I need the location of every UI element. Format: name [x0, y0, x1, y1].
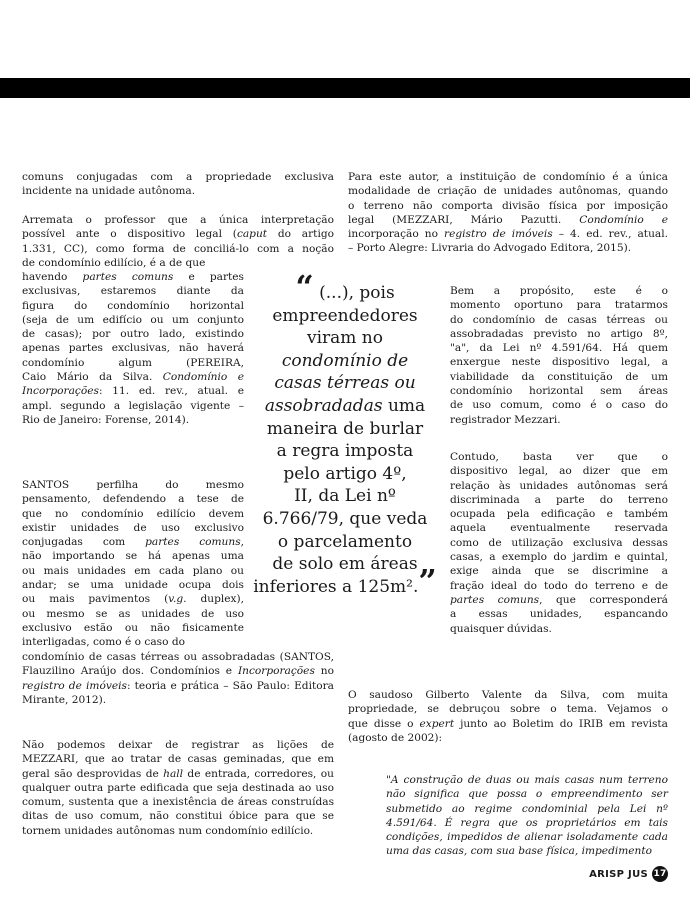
text-line: o terreno não comporta divisão física por imposição [348, 199, 668, 212]
left-paragraph-2-full [22, 213, 334, 270]
pull-quote-line [246, 372, 444, 395]
text-line: Para este autor, a instituição de condomínio é a única [348, 171, 668, 183]
pull-quote-text: casas térreas ou [274, 373, 416, 394]
text-line: tornem unidades autônomas num condomínio edilício. [22, 824, 314, 837]
text-line: SANTOS perfilha do mesmo [22, 479, 244, 491]
text-line: não importando se há apenas uma [22, 550, 244, 563]
pull-quote-line [246, 553, 444, 576]
text-line: ampl. segundo a legislação vigente – [22, 399, 244, 412]
text-line: ocupada pela edificação e também [450, 508, 668, 521]
text-line: apenas partes exclusivas, não haverá [22, 342, 244, 355]
text-line: de condomínio edilício, é a de que [22, 256, 206, 269]
text-line: que no condomínio edilício devem [22, 507, 244, 520]
pull-quote-text: condomínio de [281, 350, 409, 371]
text-line: "a", da Lei nº 4.591/64. Há quem [450, 342, 668, 355]
text-line: exclusivo estão ou não fisicamente [22, 621, 244, 634]
open-quote-mark: “ [295, 268, 314, 306]
pull-quote-line [246, 350, 444, 373]
text-line: conjugadas com partes comuns, [22, 536, 245, 549]
text-line: exige ainda que se discrimine a [450, 565, 668, 578]
text-line: que disse o expert junto ao Boletim do IRIB em revista [348, 717, 668, 730]
text-line: geral são desprovidas de hall de entrada, corredores, ou [22, 767, 334, 780]
text-line: fração ideal do todo do terreno e de [450, 579, 668, 592]
pull-quote-line [246, 463, 444, 486]
left-paragraph-3-full [22, 650, 334, 707]
text-line: condomínio de casas térreas ou assobradadas (SANTOS, [22, 651, 334, 663]
pull-quote-text: inferiores a 125m². [253, 576, 419, 597]
text-line: incidente na unidade autônoma. [22, 185, 196, 198]
text-line: do condomínio de casas térreas ou [450, 313, 668, 326]
text-line: assobradadas previsto no artigo 8º, [450, 327, 668, 340]
pull-quote-line [246, 268, 444, 306]
text-line: condomínio horizontal sem áreas [450, 385, 668, 398]
text-line: condomínio algum (PEREIRA, [22, 356, 244, 369]
text-line: momento oportuno para tratarmos [450, 299, 668, 312]
text-line: andar; se uma unidade ocupa dois [22, 579, 244, 592]
page-footer [589, 866, 668, 882]
text-line: modalidade de criação de unidades autônomas, quando [348, 185, 668, 198]
pull-quote-text: empreendedores [272, 305, 418, 326]
pull-quote [246, 268, 444, 600]
text-line: 1.331, CC), como forma de conciliá-lo com a noção [22, 242, 334, 255]
pull-quote-line [246, 508, 444, 531]
pull-quote-line [246, 440, 444, 463]
pull-quote-text: viram no [306, 328, 383, 349]
text-line: Contudo, basta ver que o [450, 451, 668, 463]
text-line: de casas); por outro lado, existindo [22, 328, 244, 341]
footer-brand: ARISP JUS [589, 868, 648, 880]
pull-quote-line [246, 531, 444, 554]
text-line: interligadas, como é o caso do [22, 636, 186, 649]
text-line: (seja de um edifício ou um conjunto [22, 313, 244, 326]
right-paragraph-4 [348, 688, 668, 745]
text-line: Rio de Janeiro: Forense, 2014). [22, 413, 190, 426]
text-line: a essas unidades, espancando [450, 608, 668, 621]
text-line: como de utilização exclusiva dessas [450, 536, 668, 549]
right-paragraph-5-quote [386, 773, 668, 859]
text-line: ou mais pavimentos (v.g. duplex), [22, 593, 244, 606]
text-line: havendo partes comuns e partes [22, 271, 244, 283]
pull-quote-text: assobradadas uma [264, 395, 426, 416]
pull-quote-line [246, 395, 444, 418]
text-line: pensamento, defendendo a tese de [22, 493, 244, 506]
text-line: qualquer outra parte edificada que seja destinada ao uso [22, 781, 334, 794]
text-line: MEZZARI, que ao tratar de casas geminadas, que em [22, 753, 334, 766]
text-line: Incorporações: 11. ed. rev., atual. e [22, 385, 244, 398]
pull-quote-line [246, 305, 444, 328]
pull-quote-text: pelo artigo 4º, [283, 463, 407, 484]
pull-quote-line [246, 485, 444, 508]
pull-quote-text: II, da Lei nº [294, 486, 396, 507]
text-line: registro de imóveis: teoria e prática – São Paulo: Editora [22, 679, 334, 692]
text-line: Arremata o professor que a única interpretação [22, 214, 334, 226]
text-line: partes comuns, que corresponderá [450, 593, 668, 606]
text-line: viabilidade da constituição de um [450, 370, 668, 383]
text-line: Não podemos deixar de registrar as lições de [22, 739, 334, 751]
pull-quote-text: 6.766/79, que veda [262, 508, 428, 529]
text-line: registrador Mezzari. [450, 413, 561, 426]
text-line: discriminada a parte do terreno [450, 493, 668, 506]
right-paragraph-3 [450, 450, 668, 636]
text-line: legal (MEZZARI, Mário Pazutti. Condomínio e [348, 213, 668, 226]
text-line: 4.591/64. É regra que os proprietários em tais [386, 816, 668, 829]
text-line: casas, a exemplo do jardim e quintal, [450, 551, 668, 564]
text-line: Caio Mário da Silva. Condomínio e [22, 371, 244, 384]
pull-quote-text: de solo em áreas [272, 554, 418, 575]
text-line: de uso comum, como é o caso do [450, 399, 668, 412]
pull-quote-line [246, 327, 444, 350]
left-paragraph-1 [22, 170, 334, 199]
left-paragraph-3-wrapped [22, 478, 244, 650]
text-line: figura do condomínio horizontal [22, 299, 244, 312]
pull-quote-text: (...), pois [319, 283, 395, 303]
right-paragraph-1 [348, 170, 668, 256]
text-line: Mirante, 2012). [22, 693, 107, 706]
right-paragraph-2 [450, 284, 668, 427]
close-quote-mark: ” [418, 561, 437, 600]
pull-quote-line [246, 418, 444, 441]
text-line: submetido ao regime condominial pela Lei nº [386, 802, 668, 815]
text-line: ou mais unidades em cada plano ou [22, 564, 244, 577]
text-line: "A construção de duas ou mais casas num terreno [386, 774, 668, 786]
text-line: aquela eventualmente reservada [450, 522, 668, 535]
text-line: comuns conjugadas com a propriedade exclusiva [22, 171, 334, 183]
text-line: quaisquer dúvidas. [450, 622, 552, 635]
text-line: possível ante o dispositivo legal (caput do artigo [22, 228, 334, 241]
text-line: (agosto de 2002): [348, 731, 443, 744]
text-line: Bem a propósito, este é o [450, 285, 668, 297]
text-line: dispositivo legal, ao dizer que em [450, 465, 668, 478]
text-line: uma das casas, com sua base física, impedimento [386, 845, 653, 858]
text-line: relação às unidades autônomas será [450, 479, 668, 492]
text-line: propriedade, se debruçou sobre o tema. Vejamos o [348, 703, 668, 716]
left-paragraph-2-wrapped [22, 270, 244, 427]
pull-quote-text: maneira de burlar [266, 418, 424, 439]
pull-quote-text: o parcelamento [277, 531, 413, 552]
header-bar [0, 78, 690, 98]
text-line: existir unidades de uso exclusivo [22, 521, 244, 534]
text-line: O saudoso Gilberto Valente da Silva, com muita [348, 689, 668, 701]
text-line: incorporação no registro de imóveis – 4. ed. rev., atual. [348, 228, 668, 241]
page-number: 17 [652, 866, 668, 882]
text-line: enxergue neste dispositivo legal, a [450, 356, 668, 369]
text-line: exclusivas, estaremos diante da [22, 285, 244, 298]
text-line: Flauzilino Araújo dos. Condomínios e Incorporações no [22, 665, 334, 678]
left-paragraph-4 [22, 738, 334, 838]
text-line: condições, impedidos de alienar isoladamente cada [386, 831, 668, 844]
pull-quote-text: a regra imposta [276, 441, 414, 462]
text-line: não significa que possa o empreendimento ser [386, 788, 668, 801]
text-line: ou mesmo se as unidades de uso [22, 607, 244, 620]
text-line: – Porto Alegre: Livraria do Advogado Editora, 2015). [348, 242, 632, 255]
text-line: ditas de uso comum, não constitui óbice para que se [22, 810, 334, 823]
text-line: comum, sustenta que a inexistência de áreas construídas [22, 796, 334, 809]
